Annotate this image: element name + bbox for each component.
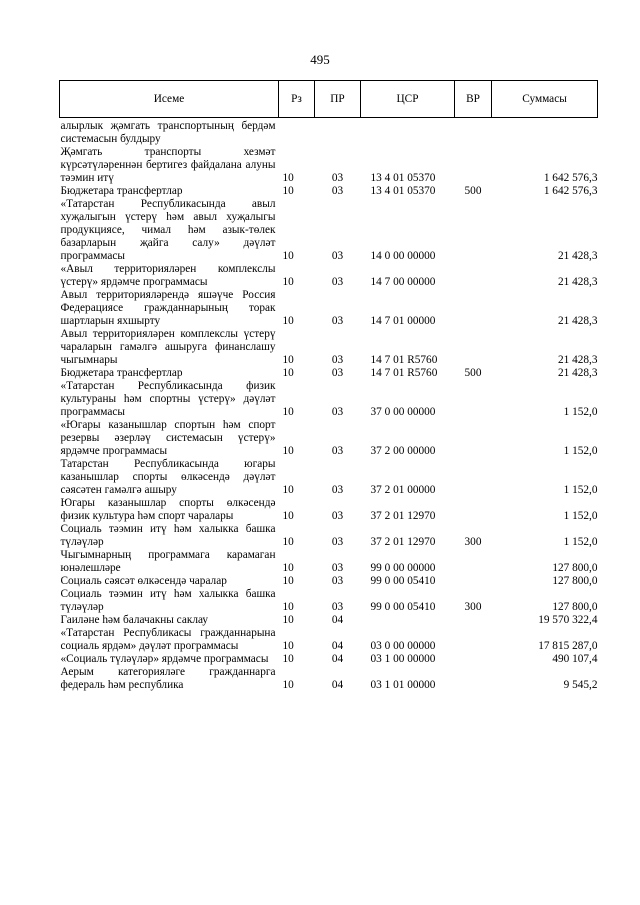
cell-pr: 03	[331, 484, 344, 496]
cell-name: Югары казанышлар спорты өлкәсендә физик культура һәм спорт чаралары	[60, 497, 276, 522]
cell-sum: 127 800,0	[552, 601, 598, 613]
table-row	[60, 289, 598, 328]
cell-name: Татарстан Республикасында югары казанышлар спорты өлкәсендә дәүләт сәясәтен гамәлгә ашыру	[60, 458, 276, 496]
cell-sum: 1 152,0	[563, 406, 598, 418]
cell-vr	[455, 549, 492, 575]
cell-vr: 300	[464, 536, 482, 548]
cell-csr: 37 2 00 00000	[370, 445, 436, 457]
page-number: 495	[310, 52, 330, 67]
cell-pr: 03	[331, 172, 344, 184]
cell-pr: 04	[331, 679, 344, 691]
cell-rz: 10	[282, 653, 294, 665]
cell-name: «Татарстан Республикасында физик культураны һәм спортны үстерү» дәүләт программасы	[60, 380, 276, 418]
cell-vr: 300	[464, 601, 482, 613]
table-row	[60, 198, 598, 263]
cell-sum: 21 428,3	[557, 276, 598, 288]
cell-name: Җәмгать транспорты хезмәт күрсәтүләреннән бертигез файдалана алуны тәэмин итү	[60, 146, 276, 184]
cell-pr: 03	[331, 445, 344, 457]
table-row	[60, 185, 598, 198]
cell-sum: 490 107,4	[552, 653, 598, 665]
cell-csr	[361, 614, 455, 627]
table-row	[60, 419, 598, 458]
cell-rz: 10	[282, 250, 294, 262]
cell-pr: 03	[331, 601, 344, 613]
table-row	[60, 575, 598, 588]
cell-csr: 37 2 01 00000	[370, 484, 436, 496]
cell-name: Социаль тәэмин итү һәм халыкка башка түләүләр	[60, 523, 276, 548]
cell-sum: 127 800,0	[552, 562, 598, 574]
cell-name: «Татарстан Республикасында авыл хуҗалыгын үстерү һәм авыл хуҗалыгы продукциясе, чимал һәм азык-төлек базарларын җайга салу» дәүләт программасы	[60, 198, 276, 262]
table-row	[60, 653, 598, 666]
table-row	[60, 549, 598, 575]
cell-pr: 04	[331, 653, 344, 665]
cell-rz: 10	[282, 510, 294, 522]
cell-vr	[455, 627, 492, 653]
cell-sum	[492, 118, 598, 147]
table-row	[60, 614, 598, 627]
cell-csr	[361, 118, 455, 147]
cell-pr: 03	[331, 575, 344, 587]
table-row	[60, 328, 598, 367]
header-csr: ЦСР	[361, 81, 455, 118]
cell-name: Социаль тәэмин итү һәм халыкка башка түләүләр	[60, 588, 276, 613]
cell-rz: 10	[282, 536, 294, 548]
cell-rz: 10	[282, 172, 294, 184]
cell-pr: 03	[331, 250, 344, 262]
header-sum: Суммасы	[492, 81, 598, 118]
table-header-row	[60, 81, 598, 118]
cell-name: Чыгымнарның программага карамаган юнәлешләре	[60, 549, 276, 574]
cell-sum: 1 152,0	[563, 536, 598, 548]
cell-pr: 03	[331, 367, 344, 379]
cell-rz: 10	[282, 445, 294, 457]
cell-pr: 03	[331, 185, 344, 197]
cell-sum: 1 152,0	[563, 445, 598, 457]
header-vr: ВР	[455, 81, 492, 118]
cell-sum: 19 570 322,4	[538, 614, 598, 626]
cell-csr: 37 2 01 12970	[370, 510, 436, 522]
cell-vr: 500	[464, 367, 482, 379]
cell-vr	[455, 497, 492, 523]
cell-csr: 14 7 01 R5760	[370, 367, 438, 379]
cell-rz: 10	[282, 315, 294, 327]
cell-sum: 21 428,3	[557, 354, 598, 366]
cell-sum: 9 545,2	[563, 679, 598, 691]
table-row	[60, 146, 598, 185]
cell-name: алырлык җәмгать транспортының бердәм системасын булдыру	[60, 120, 276, 145]
cell-rz: 10	[282, 562, 294, 574]
cell-csr: 37 0 00 00000	[370, 406, 436, 418]
table-row	[60, 627, 598, 653]
cell-rz: 10	[282, 354, 294, 366]
table-row	[60, 666, 598, 692]
cell-name: «Социаль түләүләр» ярдәмче программасы	[60, 653, 269, 665]
cell-pr	[315, 118, 361, 147]
cell-sum: 21 428,3	[557, 250, 598, 262]
cell-sum: 1 152,0	[563, 484, 598, 496]
cell-rz: 10	[282, 484, 294, 496]
cell-vr	[455, 458, 492, 497]
cell-csr: 03 1 01 00000	[370, 679, 436, 691]
cell-vr	[455, 575, 492, 588]
cell-vr	[455, 666, 492, 692]
cell-pr: 03	[331, 536, 344, 548]
cell-rz: 10	[282, 185, 294, 197]
cell-vr	[455, 263, 492, 289]
cell-pr: 03	[331, 562, 344, 574]
header-pr: ПР	[315, 81, 361, 118]
cell-vr	[455, 146, 492, 185]
cell-name: Гаиләне һәм балачакны саклау	[60, 614, 209, 626]
cell-rz: 10	[282, 614, 294, 626]
cell-rz: 10	[282, 367, 294, 379]
cell-vr	[455, 380, 492, 419]
cell-name: Авыл территорияләрен комплекслы үстерү чараларын гамәлгә ашыруга финанслашу чыгымнары	[60, 328, 276, 366]
cell-csr: 37 2 01 12970	[370, 536, 436, 548]
cell-pr: 04	[331, 640, 344, 652]
cell-vr	[455, 653, 492, 666]
budget-table	[59, 80, 598, 692]
table-row	[60, 523, 598, 549]
cell-vr: 500	[464, 185, 482, 197]
cell-sum: 1 152,0	[563, 510, 598, 522]
cell-csr: 14 7 01 00000	[370, 315, 436, 327]
cell-csr: 99 0 00 00000	[370, 562, 436, 574]
cell-pr: 03	[331, 510, 344, 522]
table-row	[60, 497, 598, 523]
cell-rz: 10	[282, 575, 294, 587]
cell-vr	[455, 328, 492, 367]
cell-name: Авыл территорияләрендә яшәүче Россия Федерациясе гражданнарының торак шартларын яхшырту	[60, 289, 276, 327]
cell-sum: 1 642 576,3	[543, 185, 598, 197]
cell-name: «Югары казанышлар спортын һәм спорт резервы әзерләү системасын үстерү» ярдәмче программасы	[60, 419, 276, 457]
cell-name: Бюджетара трансфертлар	[60, 367, 183, 379]
cell-rz: 10	[282, 640, 294, 652]
cell-vr	[455, 614, 492, 627]
cell-vr	[455, 198, 492, 263]
cell-rz: 10	[282, 679, 294, 691]
table-row	[60, 367, 598, 380]
cell-vr	[455, 289, 492, 328]
header-name: Исеме	[60, 81, 279, 118]
cell-csr: 14 0 00 00000	[370, 250, 436, 262]
table-row	[60, 588, 598, 614]
table-row	[60, 263, 598, 289]
cell-vr	[455, 419, 492, 458]
cell-name: «Татарстан Республикасы гражданнарына социаль ярдәм» дәүләт программасы	[60, 627, 276, 652]
cell-name: Аерым категорияләге гражданнарга федераль һәм республика	[60, 666, 276, 691]
cell-csr: 13 4 01 05370	[370, 185, 436, 197]
cell-name: Бюджетара трансфертлар	[60, 185, 183, 197]
cell-sum: 17 815 287,0	[538, 640, 598, 652]
cell-name: «Авыл территорияләрен комплекслы үстерү» ярдәмче программасы	[60, 263, 276, 288]
cell-csr: 99 0 00 05410	[370, 575, 436, 587]
cell-rz: 10	[282, 276, 294, 288]
cell-pr: 03	[331, 315, 344, 327]
table-row	[60, 380, 598, 419]
table-row	[60, 458, 598, 497]
table-row	[60, 118, 598, 147]
cell-pr: 04	[331, 614, 344, 626]
cell-sum: 127 800,0	[552, 575, 598, 587]
cell-sum: 21 428,3	[557, 315, 598, 327]
cell-csr: 99 0 00 05410	[370, 601, 436, 613]
cell-rz: 10	[282, 601, 294, 613]
cell-pr: 03	[331, 354, 344, 366]
cell-sum: 21 428,3	[557, 367, 598, 379]
cell-name: Социаль сәясәт өлкәсендә чаралар	[60, 575, 227, 587]
cell-csr: 03 0 00 00000	[370, 640, 436, 652]
cell-rz: 10	[282, 406, 294, 418]
cell-rz	[279, 118, 315, 147]
cell-pr: 03	[331, 406, 344, 418]
cell-csr: 14 7 00 00000	[370, 276, 436, 288]
header-rz: Рз	[279, 81, 315, 118]
cell-pr: 03	[331, 276, 344, 288]
cell-csr: 03 1 00 00000	[370, 653, 436, 665]
cell-csr: 14 7 01 R5760	[370, 354, 438, 366]
cell-csr: 13 4 01 05370	[370, 172, 436, 184]
cell-vr	[455, 118, 492, 147]
cell-sum: 1 642 576,3	[543, 172, 598, 184]
